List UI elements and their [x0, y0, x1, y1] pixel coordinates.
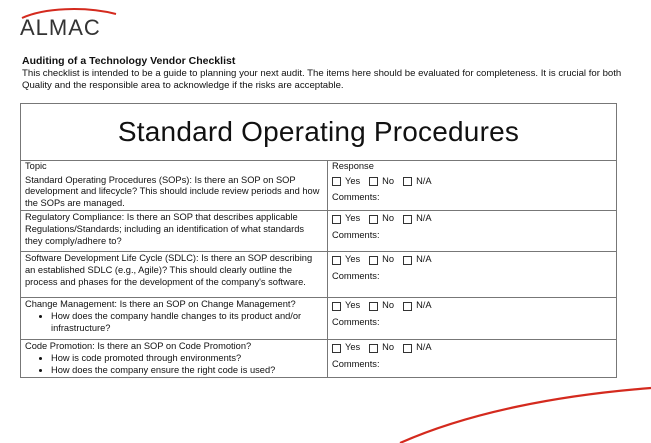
- topic-cell: [21, 298, 328, 340]
- option-na[interactable]: [403, 300, 432, 312]
- comments-label: Comments:: [332, 358, 380, 369]
- checkbox[interactable]: [403, 256, 412, 265]
- response-column-header: Response: [332, 161, 374, 171]
- bullet-list: [25, 311, 323, 334]
- checklist-form: [20, 103, 617, 378]
- logo-text: ALMAC: [20, 15, 101, 40]
- option-label: No: [382, 342, 395, 353]
- bullet-item: • How does the company ensure the right code is used?: [51, 365, 323, 377]
- comments-label: Comments:: [332, 229, 380, 240]
- response-cell: [328, 252, 617, 298]
- response-cell: [328, 174, 617, 211]
- checkbox[interactable]: [403, 302, 412, 311]
- table-header-row: [21, 161, 616, 174]
- topic-text: Software Development Life Cycle (SDLC): Is there an SOP describing an established SDLC (e.g., Agile)? This should clearly outline the process and phases for the development of the company's software.: [25, 253, 313, 287]
- checkbox[interactable]: [403, 344, 412, 353]
- option-yes[interactable]: [332, 213, 360, 225]
- option-label: Yes: [345, 254, 361, 265]
- topic-text: Regulatory Compliance: Is there an SOP that describes applicable Regulations/Standards; including an identification of what standards they comply/adhere to?: [25, 212, 305, 246]
- option-no[interactable]: [369, 213, 394, 225]
- response-options: [332, 254, 612, 266]
- comments-label: Comments:: [332, 270, 380, 281]
- bullet-list: [25, 353, 323, 376]
- bullet-item: • How is code promoted through environments?: [51, 353, 323, 365]
- bullet-item: • How does the company handle changes to its product and/or infrastructure?: [51, 311, 323, 334]
- comments-label: Comments:: [332, 192, 380, 203]
- option-yes[interactable]: [332, 300, 360, 312]
- response-options: [332, 342, 612, 354]
- topic-text: Code Promotion: Is there an SOP on Code Promotion?: [25, 341, 252, 352]
- response-options: [332, 176, 612, 188]
- checkbox[interactable]: [332, 177, 341, 186]
- page-heading: Auditing of a Technology Vendor Checklist: [22, 55, 236, 67]
- topic-text: Standard Operating Procedures (SOPs): Is there an SOP on SOP development and lifecycle? This should include review periods and how the SOPs are managed.: [25, 174, 320, 208]
- checkbox[interactable]: [369, 344, 378, 353]
- table-row: [21, 298, 616, 340]
- form-title: Standard Operating Procedures: [21, 104, 616, 161]
- checkbox[interactable]: [369, 256, 378, 265]
- intro-text: This checklist is intended to be a guide to planning your next audit. The items here should be evaluated for completeness. It is crucial for both Quality and the responsible area to acknowledge if the risks are acceptable.: [22, 68, 622, 91]
- option-label: Yes: [345, 175, 361, 186]
- response-cell: [328, 211, 617, 252]
- table-row: [21, 252, 616, 298]
- option-label: N/A: [416, 342, 432, 353]
- option-no[interactable]: [369, 342, 394, 354]
- option-na[interactable]: [403, 254, 432, 266]
- topic-cell: [21, 340, 328, 377]
- checkbox[interactable]: [332, 302, 341, 311]
- option-label: No: [382, 254, 395, 265]
- checkbox[interactable]: [332, 344, 341, 353]
- option-na[interactable]: [403, 342, 432, 354]
- almac-logo: [14, 6, 124, 40]
- option-label: Yes: [345, 213, 361, 224]
- option-label: N/A: [416, 175, 432, 186]
- topic-column-header: Topic: [21, 161, 328, 174]
- topic-cell: [21, 252, 328, 298]
- response-options: [332, 213, 612, 225]
- checkbox[interactable]: [369, 215, 378, 224]
- option-na[interactable]: [403, 213, 432, 225]
- option-label: Yes: [345, 300, 361, 311]
- option-label: No: [382, 300, 395, 311]
- response-options: [332, 300, 612, 312]
- option-label: No: [382, 175, 395, 186]
- topic-cell: [21, 211, 328, 252]
- checkbox[interactable]: [403, 177, 412, 186]
- checkbox[interactable]: [332, 256, 341, 265]
- option-na[interactable]: [403, 176, 432, 188]
- response-cell: [328, 298, 617, 340]
- table-row: [21, 174, 616, 211]
- option-label: N/A: [416, 300, 432, 311]
- checkbox[interactable]: [369, 302, 378, 311]
- checkbox[interactable]: [332, 215, 341, 224]
- option-label: N/A: [416, 254, 432, 265]
- checkbox[interactable]: [403, 215, 412, 224]
- option-label: N/A: [416, 213, 432, 224]
- table-row: [21, 340, 616, 377]
- option-no[interactable]: [369, 254, 394, 266]
- response-cell: [328, 340, 617, 377]
- option-yes[interactable]: [332, 176, 360, 188]
- option-yes[interactable]: [332, 254, 360, 266]
- option-yes[interactable]: [332, 342, 360, 354]
- option-no[interactable]: [369, 300, 394, 312]
- topic-text: Change Management: Is there an SOP on Change Management?: [25, 299, 296, 310]
- checkbox[interactable]: [369, 177, 378, 186]
- checklist-table: [21, 161, 616, 377]
- option-label: Yes: [345, 342, 361, 353]
- comments-label: Comments:: [332, 316, 380, 327]
- table-row: [21, 211, 616, 252]
- topic-cell: [21, 174, 328, 211]
- option-no[interactable]: [369, 176, 394, 188]
- option-label: No: [382, 213, 395, 224]
